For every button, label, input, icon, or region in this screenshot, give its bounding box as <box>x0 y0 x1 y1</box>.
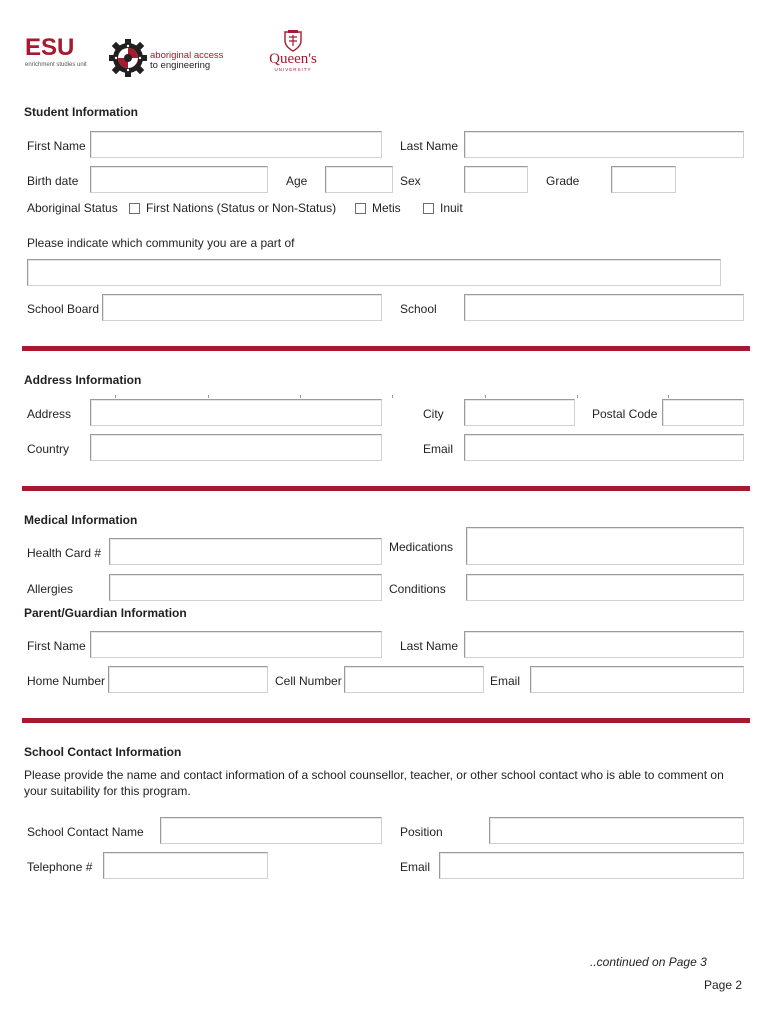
continued-note: ..continued on Page 3 <box>590 955 707 969</box>
inuit-checkbox[interactable] <box>423 203 434 214</box>
page-number: Page 2 <box>704 978 743 992</box>
parent-email-label: Email <box>490 674 521 688</box>
parent-last-name-label: Last Name <box>400 639 459 653</box>
first-nations-checkbox[interactable] <box>129 203 140 214</box>
home-number-label: Home Number <box>27 674 106 688</box>
school-board-label: School Board <box>27 302 100 316</box>
age-field[interactable] <box>325 166 393 193</box>
conditions-field[interactable] <box>466 574 744 601</box>
divider-tick <box>115 395 116 398</box>
medical-info-heading: Medical Information <box>24 513 138 527</box>
student-info-heading: Student Information <box>24 105 138 119</box>
telephone-label: Telephone # <box>27 860 93 874</box>
address-info-heading: Address Information <box>24 373 142 387</box>
postal-code-field[interactable] <box>662 399 744 426</box>
student-last-name-field[interactable] <box>464 131 744 158</box>
student-first-name-field[interactable] <box>90 131 382 158</box>
gear-icon <box>108 38 148 78</box>
city-field[interactable] <box>464 399 575 426</box>
address-field[interactable] <box>90 399 382 426</box>
school-label: School <box>400 302 437 316</box>
school-board-field[interactable] <box>102 294 382 321</box>
cell-number-field[interactable] <box>344 666 484 693</box>
address-email-label: Email <box>423 442 454 456</box>
inuit-label: Inuit <box>440 201 463 215</box>
position-field[interactable] <box>489 817 744 844</box>
parent-first-name-field[interactable] <box>90 631 382 658</box>
school-contact-email-label: Email <box>400 860 431 874</box>
divider-tick <box>392 395 393 398</box>
esu-logo-subtext: enrichment studies unit <box>25 62 87 68</box>
school-contact-name-label: School Contact Name <box>27 825 144 839</box>
esu-logo-text: ESU <box>25 34 75 61</box>
section-divider <box>22 486 750 491</box>
divider-tick <box>300 395 301 398</box>
school-contact-heading: School Contact Information <box>24 745 182 759</box>
medications-field[interactable] <box>466 527 744 565</box>
home-number-field[interactable] <box>108 666 268 693</box>
sex-field[interactable] <box>464 166 528 193</box>
first-nations-label: First Nations (Status or Non-Status) <box>146 201 337 215</box>
age-label: Age <box>286 174 308 188</box>
birth-date-field[interactable] <box>90 166 268 193</box>
grade-field[interactable] <box>611 166 676 193</box>
queens-logo-text: Queen's <box>269 51 317 67</box>
metis-checkbox[interactable] <box>355 203 366 214</box>
aboriginal-logo-line2: to engineering <box>150 60 211 71</box>
divider-tick <box>668 395 669 398</box>
crest-icon <box>283 30 303 52</box>
parent-info-heading: Parent/Guardian Information <box>24 606 187 620</box>
parent-email-field[interactable] <box>530 666 744 693</box>
postal-code-label: Postal Code <box>592 407 658 421</box>
divider-tick <box>577 395 578 398</box>
parent-first-name-label: First Name <box>27 639 86 653</box>
country-field[interactable] <box>90 434 382 461</box>
allergies-field[interactable] <box>109 574 382 601</box>
sex-label: Sex <box>400 174 421 188</box>
section-divider <box>22 346 750 351</box>
divider-tick <box>485 395 486 398</box>
section-divider <box>22 718 750 723</box>
parent-last-name-field[interactable] <box>464 631 744 658</box>
student-first-name-label: First Name <box>27 139 86 153</box>
aboriginal-access-logo <box>108 38 233 80</box>
health-card-label: Health Card # <box>27 546 102 560</box>
position-label: Position <box>400 825 443 839</box>
metis-label: Metis <box>372 201 401 215</box>
address-email-field[interactable] <box>464 434 744 461</box>
telephone-field[interactable] <box>103 852 268 879</box>
city-label: City <box>423 407 444 421</box>
community-prompt: Please indicate which community you are a part of <box>27 236 295 250</box>
allergies-label: Allergies <box>27 582 74 596</box>
school-contact-name-field[interactable] <box>160 817 382 844</box>
cell-number-label: Cell Number <box>275 674 342 688</box>
medications-label: Medications <box>389 540 454 554</box>
school-contact-instructions: Please provide the name and contact information of a school counsellor, teacher, or other school contact who is able to comment on your suitability for this program. <box>24 768 724 798</box>
student-last-name-label: Last Name <box>400 139 459 153</box>
school-contact-email-field[interactable] <box>439 852 744 879</box>
queens-logo <box>262 30 324 72</box>
country-label: Country <box>27 442 70 456</box>
aboriginal-logo-line1: aboriginal access <box>150 50 224 61</box>
address-label: Address <box>27 407 72 421</box>
aboriginal-status-label: Aboriginal Status <box>27 201 118 215</box>
grade-label: Grade <box>546 174 580 188</box>
esu-logo <box>25 36 91 70</box>
birth-date-label: Birth date <box>27 174 79 188</box>
conditions-label: Conditions <box>389 582 446 596</box>
school-field[interactable] <box>464 294 744 321</box>
queens-logo-subtext: UNIVERSITY <box>274 67 312 72</box>
divider-tick <box>208 395 209 398</box>
health-card-field[interactable] <box>109 538 382 565</box>
community-field[interactable] <box>27 259 721 286</box>
